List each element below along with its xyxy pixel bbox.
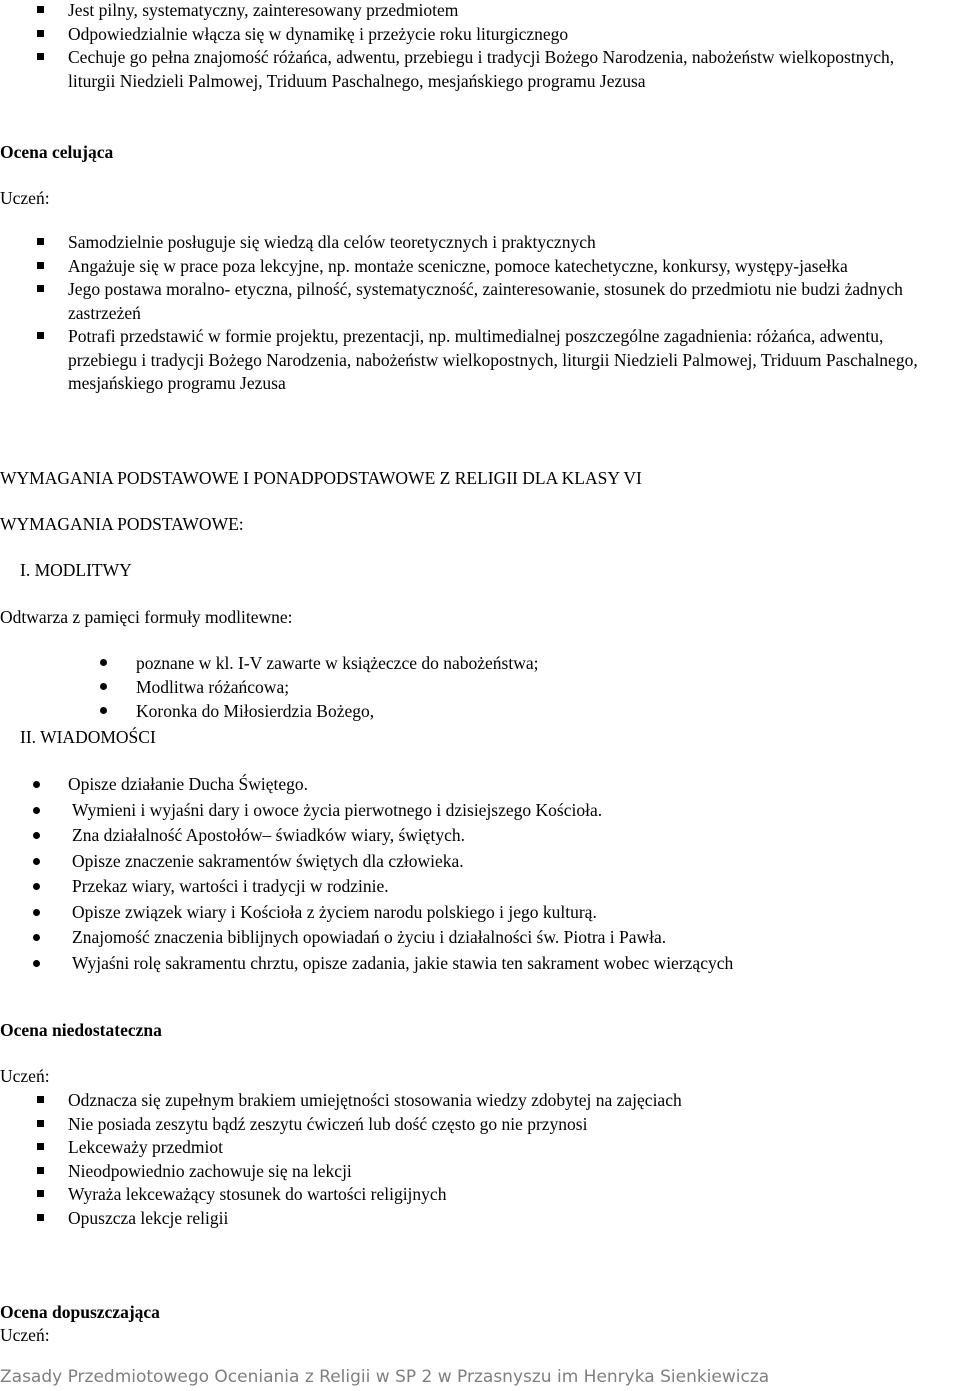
round-bullet-icon [33, 807, 40, 814]
uczen-label: Uczeń: [0, 188, 50, 208]
section-subtitle: WYMAGANIA PODSTAWOWE: [0, 514, 244, 534]
list-item: Lekceważy przedmiot [0, 1136, 960, 1160]
niedostateczna-list [0, 1089, 960, 1230]
document-title: WYMAGANIA PODSTAWOWE I PONADPODSTAWOWE Z RELIGII DLA KLASY VI [0, 468, 642, 488]
list-item: Odpowiedzialnie włącza się w dynamikę i przeżycie roku liturgicznego [0, 23, 960, 47]
square-bullet-icon [37, 1167, 44, 1174]
square-bullet-icon [37, 1096, 44, 1103]
wiadomosci-list [0, 772, 960, 976]
square-bullet-icon [37, 6, 44, 13]
page-footer: Zasady Przedmiotowego Oceniania z Religii w SP 2 w Przasnyszu im Henryka Sienkiewicza [0, 1367, 770, 1387]
section-heading-dopuszczajaca: Ocena dopuszczająca [0, 1302, 160, 1322]
list-item: Jest pilny, systematyczny, zainteresowany przedmiotem [0, 0, 960, 23]
top-criteria-list [0, 0, 960, 93]
uczen-label: Uczeń: [0, 1066, 50, 1086]
round-bullet-icon [100, 707, 107, 714]
square-bullet-icon [37, 1214, 44, 1221]
list-item: Cechuje go pełna znajomość różańca, adwentu, przebiegu i tradycji Bożego Narodzenia, nabożeństw wielkopostnych, liturgii Niedzieli Palmowej, Triduum Paschalnego, mesjańskiego programu Jezusa [0, 46, 960, 93]
round-bullet-icon [33, 832, 40, 839]
square-bullet-icon [37, 238, 44, 245]
uczen-label: Uczeń: [0, 1325, 50, 1345]
square-bullet-icon [37, 53, 44, 60]
list-item: Koronka do Miłosierdzia Bożego, [0, 699, 960, 723]
round-bullet-icon [33, 909, 40, 916]
round-bullet-icon [33, 883, 40, 890]
round-bullet-icon [33, 934, 40, 941]
round-bullet-icon [100, 683, 107, 690]
odtwarza-label: Odtwarza z pamięci formuły modlitewne: [0, 607, 293, 627]
list-item: Modlitwa różańcowa; [0, 675, 960, 699]
list-item: Znajomość znaczenia biblijnych opowiadań o życiu i działalności św. Piotra i Pawła. [0, 925, 960, 951]
wiadomosci-heading: II. WIADOMOŚCI [20, 727, 156, 747]
list-item: Samodzielnie posługuje się wiedzą dla celów teoretycznych i praktycznych [0, 231, 960, 255]
round-bullet-icon [33, 781, 40, 788]
list-item: Odznacza się zupełnym brakiem umiejętności stosowania wiedzy zdobytej na zajęciach [0, 1089, 960, 1113]
section-heading-celujaca: Ocena celująca [0, 142, 114, 162]
list-item: Opisze związek wiary i Kościoła z życiem narodu polskiego i jego kulturą. [0, 900, 960, 926]
square-bullet-icon [37, 1120, 44, 1127]
celujaca-list [0, 231, 960, 396]
list-item: Wymieni i wyjaśni dary i owoce życia pierwotnego i dzisiejszego Kościoła. [0, 798, 960, 824]
list-item: Wyraża lekceważący stosunek do wartości religijnych [0, 1183, 960, 1207]
square-bullet-icon [37, 30, 44, 37]
section-heading-niedostateczna: Ocena niedostateczna [0, 1020, 162, 1040]
list-item: Zna działalność Apostołów– świadków wiary, świętych. [0, 823, 960, 849]
round-bullet-icon [100, 659, 107, 666]
list-item: Nie posiada zeszytu bądź zeszytu ćwiczeń lub dość często go nie przynosi [0, 1113, 960, 1137]
square-bullet-icon [37, 332, 44, 339]
modlitwy-list [0, 651, 960, 723]
modlitwy-heading: I. MODLITWY [20, 560, 132, 580]
list-item: Opisze znaczenie sakramentów świętych dla człowieka. [0, 849, 960, 875]
list-item: Opisze działanie Ducha Świętego. [0, 772, 960, 798]
list-item: Nieodpowiednio zachowuje się na lekcji [0, 1160, 960, 1184]
list-item: Wyjaśni rolę sakramentu chrztu, opisze zadania, jakie stawia ten sakrament wobec wierzących [0, 951, 960, 977]
list-item: Potrafi przedstawić w formie projektu, prezentacji, np. multimedialnej poszczególne zagadnienia: różańca, adwentu, przebiegu i tradycji Bożego Narodzenia, nabożeństw wielkopostnych, liturgii Niedzieli Palmowej, Triduum Paschalnego, mesjańskiego programu Jezusa [0, 325, 960, 396]
square-bullet-icon [37, 285, 44, 292]
square-bullet-icon [37, 1190, 44, 1197]
list-item: Angażuje się w prace poza lekcyjne, np. montaże sceniczne, pomoce katechetyczne, konkursy, występy-jasełka [0, 255, 960, 279]
list-item: poznane w kl. I-V zawarte w książeczce do nabożeństwa; [0, 651, 960, 675]
round-bullet-icon [33, 960, 40, 967]
list-item: Opuszcza lekcje religii [0, 1207, 960, 1231]
square-bullet-icon [37, 262, 44, 269]
list-item: Przekaz wiary, wartości i tradycji w rodzinie. [0, 874, 960, 900]
round-bullet-icon [33, 858, 40, 865]
list-item: Jego postawa moralno- etyczna, pilność, systematyczność, zainteresowanie, stosunek do przedmiotu nie budzi żadnych zastrzeżeń [0, 278, 960, 325]
square-bullet-icon [37, 1143, 44, 1150]
